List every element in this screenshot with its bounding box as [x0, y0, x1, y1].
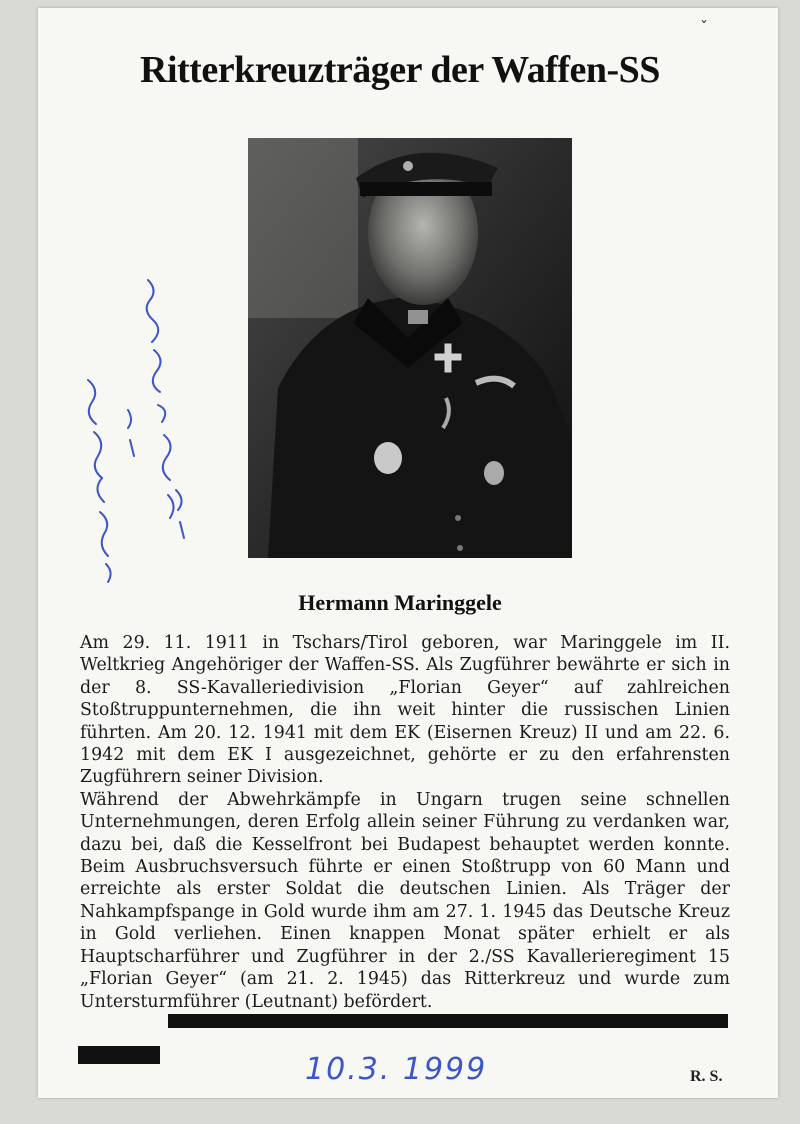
redaction-bar-small [78, 1046, 160, 1064]
redaction-bar [168, 1014, 728, 1028]
handwritten-signature [58, 260, 218, 590]
biography-text [80, 632, 730, 1013]
page-title: Ritterkreuzträger der Waffen-SS [140, 49, 660, 91]
person-name: Hermann Maringgele [298, 590, 502, 615]
handwritten-date: 10.3. 1999 [305, 1052, 488, 1087]
corner-mark: ˇ [700, 18, 708, 37]
bio-paragraph-1: Am 29. 11. 1911 in Tschars/Tirol geboren, war Maringgele im II. Weltkrieg Angehöriger der Waffen-SS. Als Zugführer bewährte er sich in der 8. SS-Kavalleriedivision „Florian Geyer“ auf zahlreichen Stoßtruppunternehmen, die ihn weit hinter die russischen Linien führten. Am 20. 12. 1941 mit dem EK (Eisernen Kreuz) II und am 22. 6. 1942 mit dem EK I ausgezeichnet, gehörte er zu den erfahrensten Zugführern seiner Division. [80, 633, 730, 788]
bio-paragraph-2: Während der Abwehrkämpfe in Ungarn trugen seine schnellen Unternehmungen, deren Erfolg allein seiner Führung zu verdanken war, dazu bei, daß die Kesselfront bei Budapest behauptet werden konnte. Beim Ausbruchsversuch führte er einen Stoßtrupp von 60 Mann und erreichte als erster Soldat die deutschen Linien. Als Träger der Nahkampfspange in Gold wurde ihm am 27. 1. 1945 das Deutsche Kreuz in Gold verliehen. Einen knappen Monat später erhielt er als Hauptscharführer und Zugführer in der 2./SS Kavallerieregiment 15 „Florian Geyer“ (am 21. 2. 1945) das Ritterkreuz und wurde zum Untersturmführer (Leutnant) befördert. [80, 789, 730, 1012]
portrait-photo [248, 138, 572, 558]
author-initials: R. S. [690, 1068, 723, 1085]
